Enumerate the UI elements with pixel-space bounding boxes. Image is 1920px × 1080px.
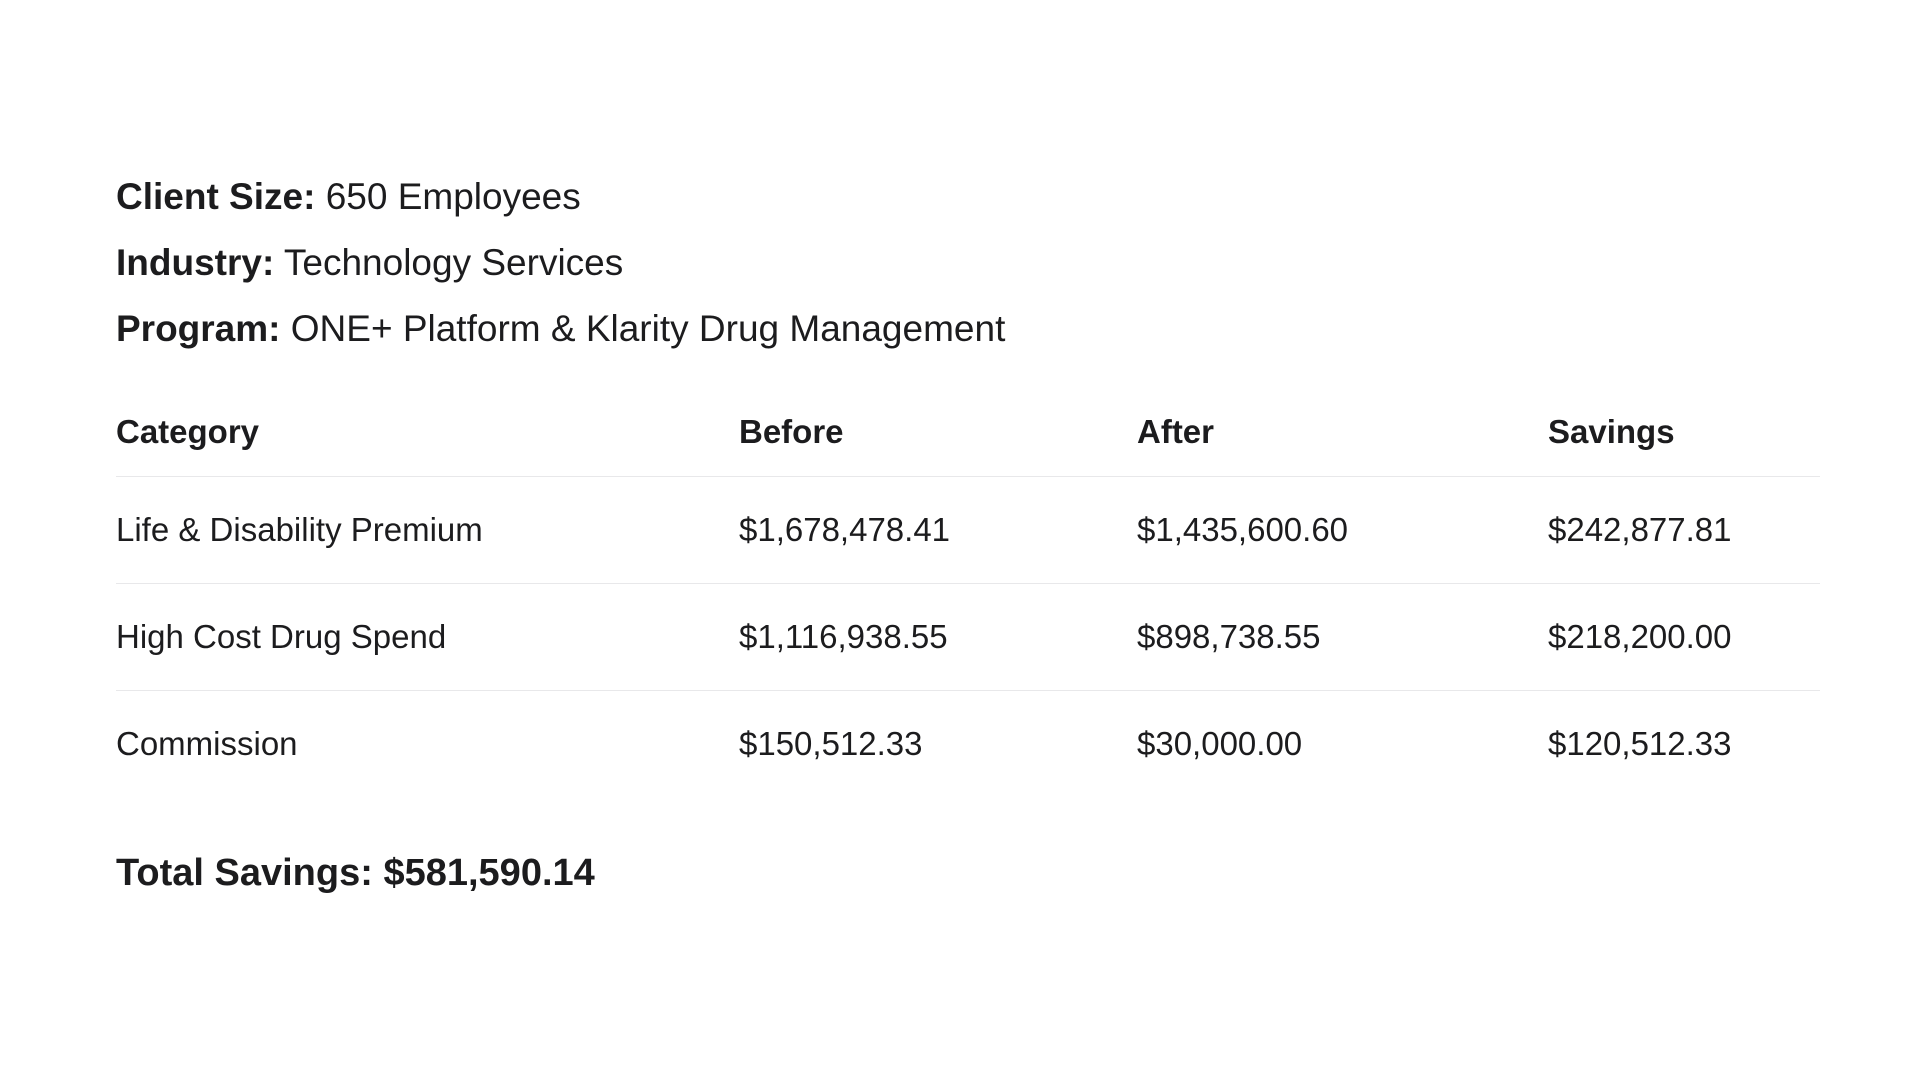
savings-cell: $242,877.81: [1548, 511, 1732, 548]
program-line: [116, 296, 1005, 362]
column-header-after: After: [1137, 413, 1215, 450]
program-label: Program:: [116, 308, 281, 349]
column-header-category: Category: [116, 413, 260, 450]
client-size-label: Client Size:: [116, 176, 316, 217]
program-value: ONE+ Platform & Klarity Drug Management: [290, 308, 1006, 349]
industry-value: Technology Services: [283, 242, 624, 283]
savings-cell: $120,512.33: [1548, 725, 1732, 762]
after-cell: $30,000.00: [1137, 725, 1303, 762]
client-details: [116, 164, 1005, 362]
table-row: [116, 584, 1820, 691]
category-cell: High Cost Drug Spend: [116, 618, 447, 655]
industry-line: [116, 230, 1005, 296]
column-header-savings: Savings: [1548, 413, 1675, 450]
table-header-row: [116, 388, 1820, 477]
table-row: [116, 691, 1820, 797]
category-cell: Life & Disability Premium: [116, 511, 483, 548]
savings-cell: $218,200.00: [1548, 618, 1732, 655]
before-cell: $1,116,938.55: [739, 618, 948, 655]
before-cell: $1,678,478.41: [739, 511, 951, 548]
table-row: [116, 477, 1820, 584]
client-size-value: 650 Employees: [325, 176, 581, 217]
after-cell: $898,738.55: [1137, 618, 1321, 655]
total-savings: [116, 852, 595, 895]
savings-table: [116, 388, 1820, 797]
industry-label: Industry:: [116, 242, 275, 283]
total-savings-value: $581,590.14: [383, 852, 595, 894]
client-size-line: [116, 164, 1005, 230]
category-cell: Commission: [116, 725, 298, 762]
column-header-before: Before: [739, 413, 844, 450]
before-cell: $150,512.33: [739, 725, 923, 762]
total-savings-label: Total Savings:: [116, 852, 373, 894]
after-cell: $1,435,600.60: [1137, 511, 1349, 548]
